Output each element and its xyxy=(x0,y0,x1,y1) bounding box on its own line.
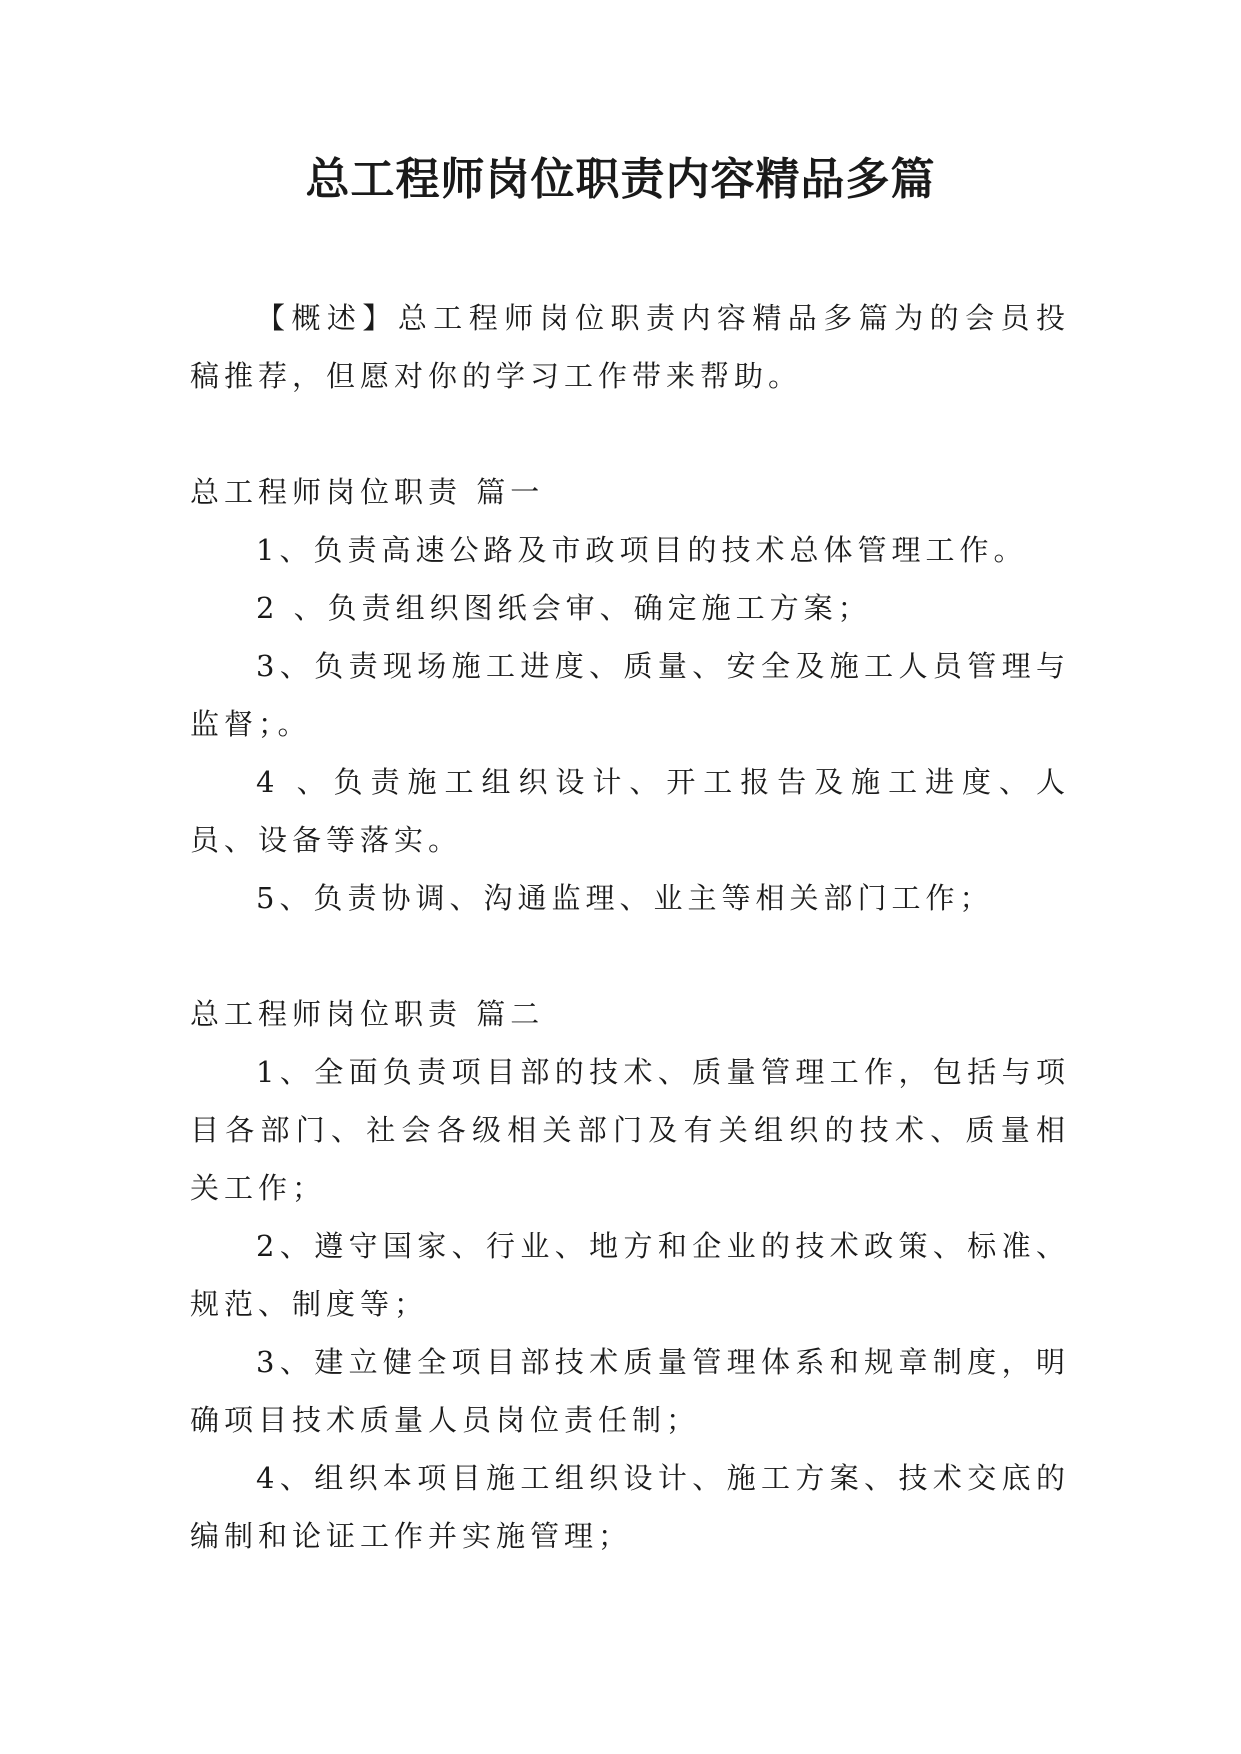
list-item: 3、负责现场施工进度、质量、安全及施工人员管理与监督；。 xyxy=(190,649,1070,741)
list-item: 4 、负责施工组织设计、开工报告及施工进度、人员、设备等落实。 xyxy=(190,765,1070,857)
spacer xyxy=(190,927,1070,985)
list-item: 1、负责高速公路及市政项目的技术总体管理工作。 xyxy=(256,533,1028,567)
list-item: 4、组织本项目施工组织设计、施工方案、技术交底的编制和论证工作并实施管理； xyxy=(190,1461,1070,1553)
document-title: 总工程师岗位职责内容精品多篇 xyxy=(305,154,936,205)
list-item: 5、负责协调、沟通监理、业主等相关部门工作； xyxy=(256,881,994,915)
list-item: 2 、负责组织图纸会审、确定施工方案； xyxy=(256,591,872,625)
list-item: 3、建立健全项目部技术质量管理体系和规章制度，明确项目技术质量人员岗位责任制； xyxy=(190,1345,1070,1437)
list-item: 1、全面负责项目部的技术、质量管理工作，包括与项目各部门、社会各级相关部门及有关组织的技术、质量相关工作； xyxy=(190,1055,1070,1205)
list-item: 2、遵守国家、行业、地方和企业的技术政策、标准、规范、制度等； xyxy=(190,1229,1070,1321)
section-heading-1: 总工程师岗位职责 篇一 xyxy=(190,475,545,509)
spacer xyxy=(190,405,1070,463)
summary-paragraph: 【概述】总工程师岗位职责内容精品多篇为的会员投稿推荐，但愿对你的学习工作带来帮助。 xyxy=(190,301,1070,393)
document-body xyxy=(190,289,1070,1565)
section-heading-2: 总工程师岗位职责 篇二 xyxy=(190,997,545,1031)
